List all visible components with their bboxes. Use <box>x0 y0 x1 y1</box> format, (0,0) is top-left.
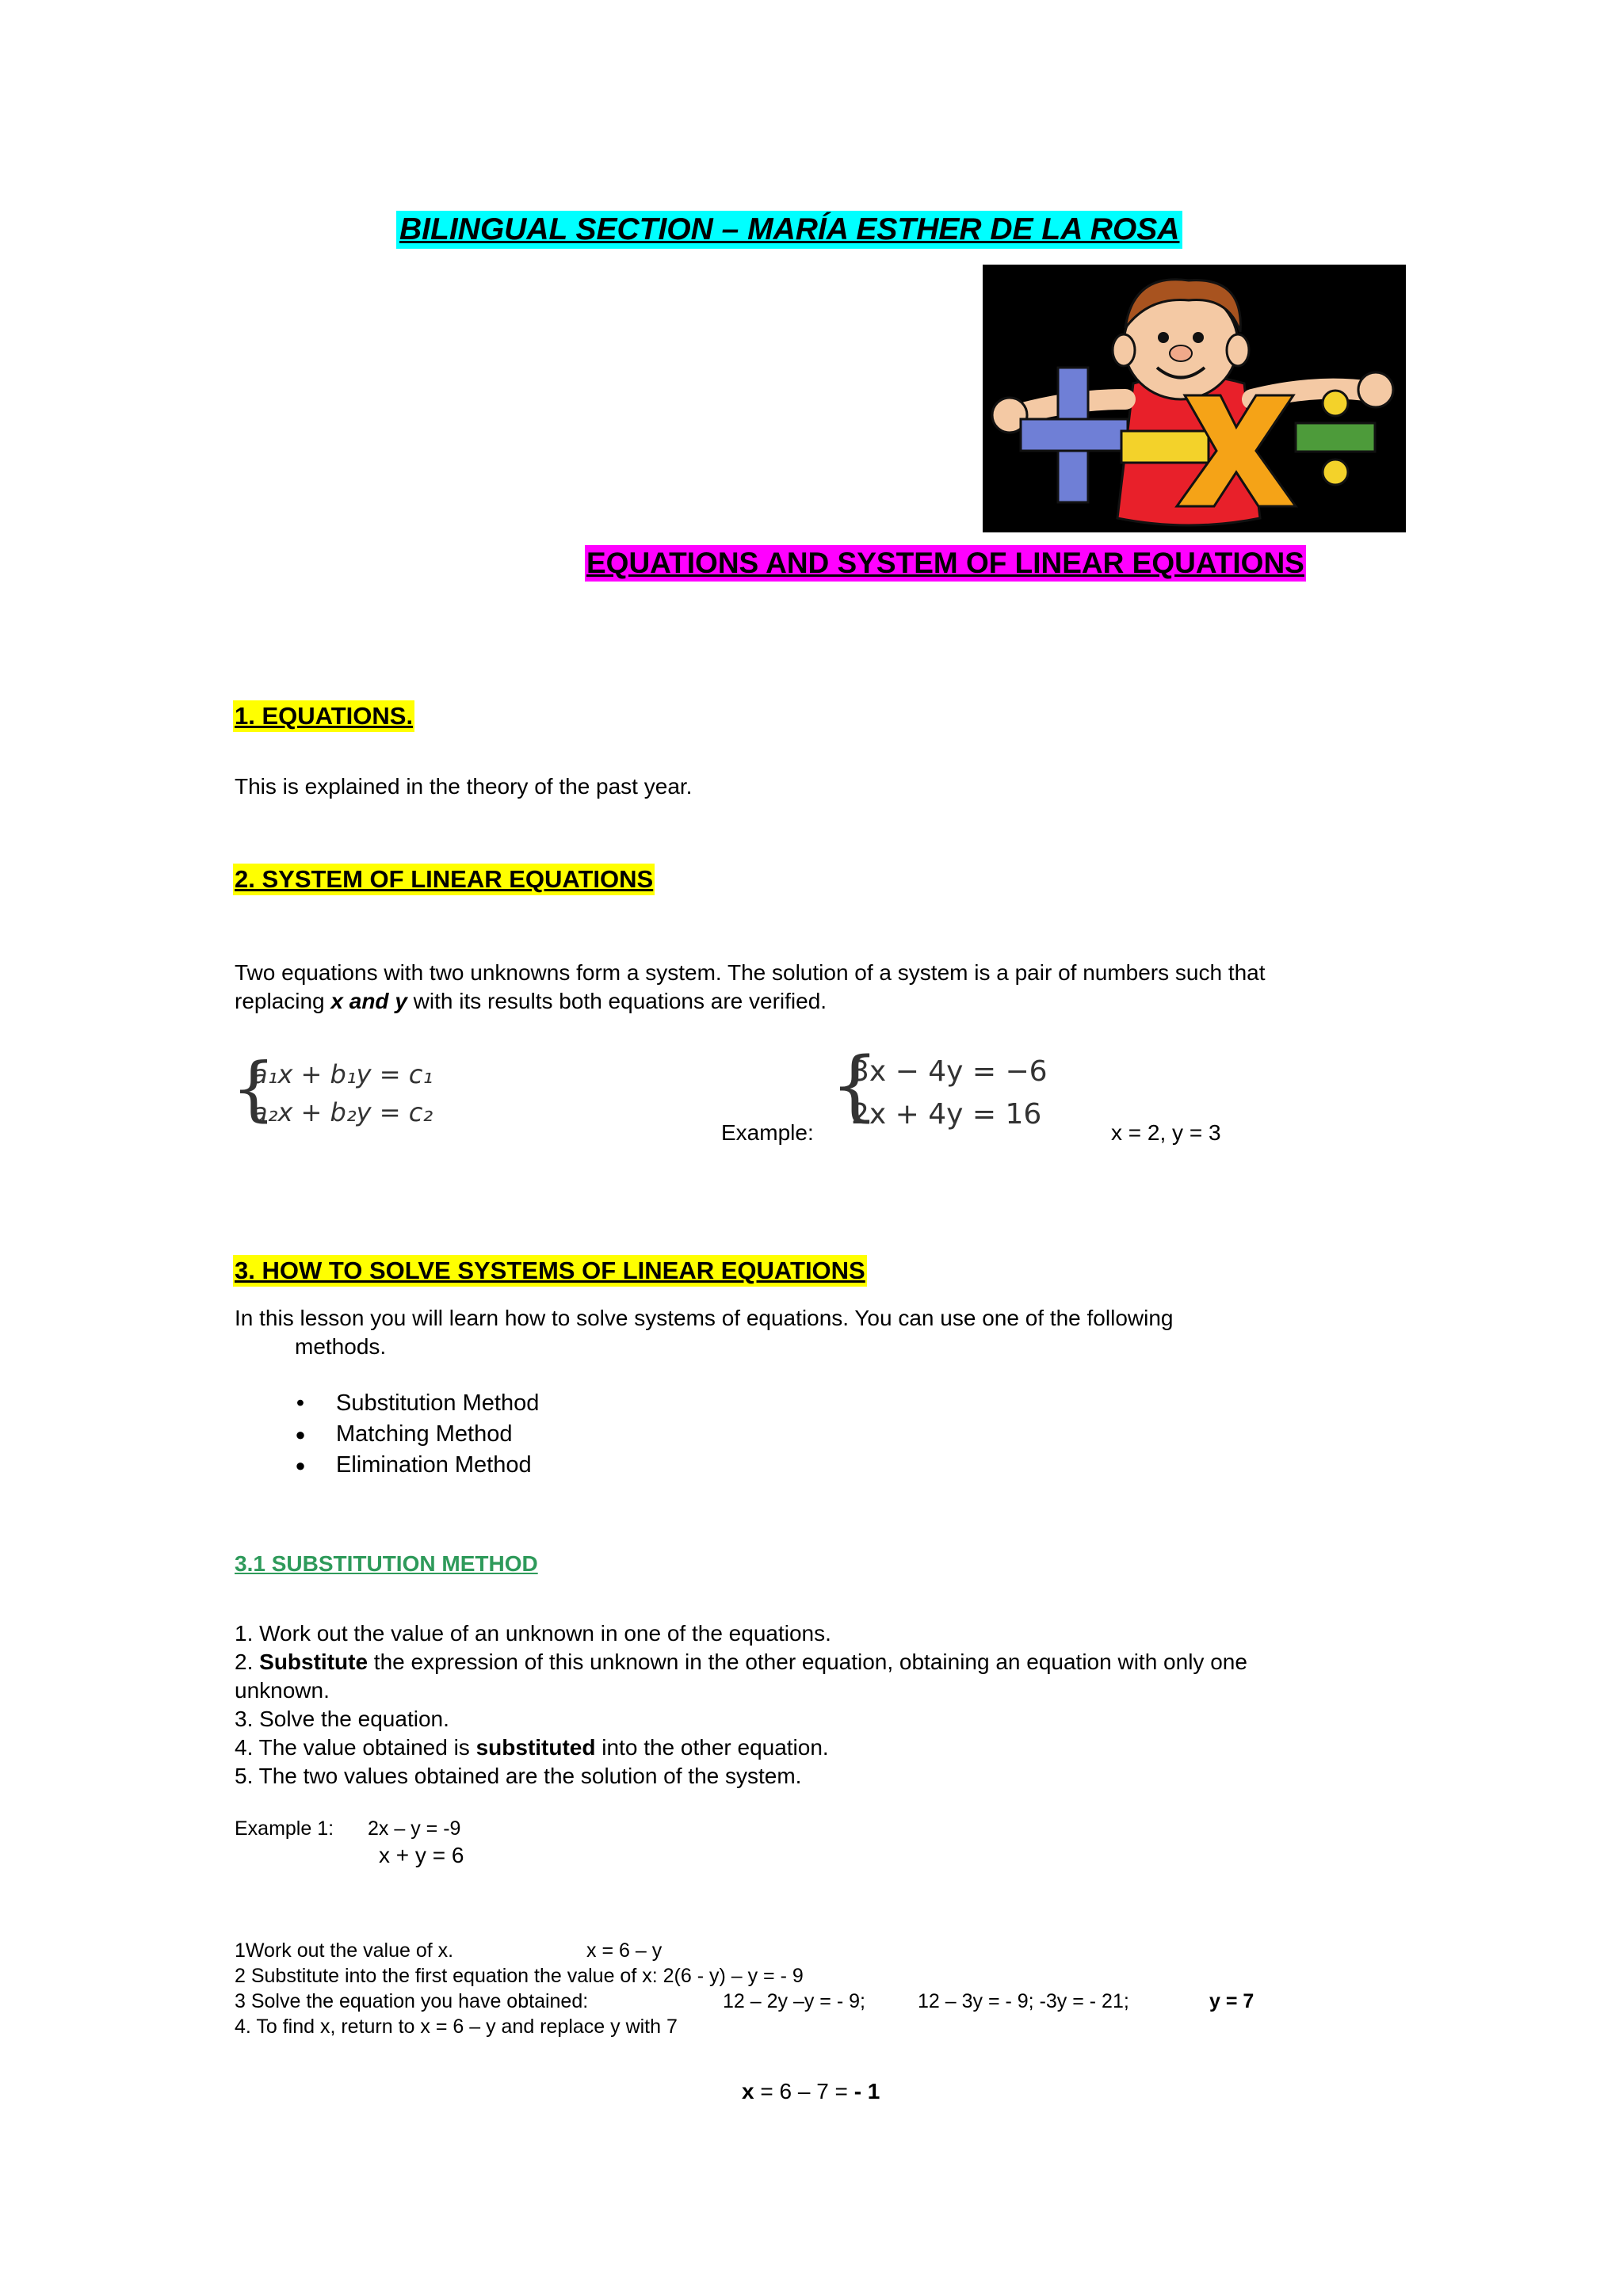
example1-eq2: x + y = 6 <box>379 1843 464 1867</box>
section3-intro-line1: In this lesson you will learn how to solve systems of equations. You can use one of the following <box>235 1306 1174 1330</box>
step-4-pre: 4. The value obtained is <box>235 1735 476 1760</box>
example-solution: x = 2, y = 3 <box>1111 1120 1221 1145</box>
section1-text: This is explained in the theory of the past year. <box>235 774 693 799</box>
list-item <box>288 1419 539 1450</box>
list-item <box>288 1450 539 1481</box>
section2-text-line2-pre: replacing <box>235 989 331 1013</box>
general-system-eq1: a₁x + b₁y = c₁ <box>252 1059 433 1089</box>
bullet-icon: ● <box>295 1455 306 1475</box>
final-x-value: - 1 <box>854 2079 880 2103</box>
substitution-steps <box>235 1619 1406 1791</box>
work-step-3-label: 3 Solve the equation you have obtained: <box>235 1990 589 2012</box>
final-x-mid: = 6 – 7 = <box>754 2079 854 2103</box>
page-subtitle: EQUATIONS AND SYSTEM OF LINEAR EQUATIONS <box>585 545 1306 582</box>
step-5: 5. The two values obtained are the solution of the system. <box>235 1764 802 1788</box>
page-title: BILINGUAL SECTION – MARÍA ESTHER DE LA ROSA <box>396 211 1182 249</box>
section2-text-line2-post: with its results both equations are verified. <box>407 989 827 1013</box>
method-label: Elimination Method <box>336 1452 532 1478</box>
methods-list <box>288 1388 539 1481</box>
work-step-4: 4. To find x, return to x = 6 – y and replace y with 7 <box>235 2016 678 2038</box>
section2-text-line1: Two equations with two unknowns form a system. The solution of a system is a pair of numbers such that <box>235 960 1266 985</box>
step-2-post: the expression of this unknown in the other equation, obtaining an equation with only one <box>368 1650 1247 1674</box>
section2-heading: 2. SYSTEM OF LINEAR EQUATIONS <box>233 864 655 895</box>
work-step-3-a: 12 – 2y –y = - 9; <box>723 1990 865 2012</box>
step-4-bold: substituted <box>475 1735 596 1760</box>
list-item <box>288 1388 539 1419</box>
section1-heading: 1. EQUATIONS. <box>233 700 414 732</box>
section3-intro-line2: methods. <box>295 1334 387 1359</box>
general-system-eq2: a₂x + b₂y = c₂ <box>252 1097 433 1127</box>
math-symbols-clipart <box>983 265 1406 532</box>
step-2-cont: unknown. <box>235 1678 330 1703</box>
example-system-eq1: 3x − 4y = −6 <box>851 1055 1048 1088</box>
bullet-icon: ● <box>295 1425 306 1444</box>
boy-with-math-signs-illustration <box>983 265 1406 532</box>
step-3: 3. Solve the equation. <box>235 1707 449 1731</box>
section2-text-line2-bold: x and y <box>330 989 407 1013</box>
final-x-var: x <box>742 2079 754 2103</box>
step-2 <box>235 1648 1406 1676</box>
work-step-3-b: 12 – 3y = - 9; -3y = - 21; <box>918 1990 1129 2012</box>
example-system-eq2: 2x + 4y = 16 <box>851 1098 1042 1131</box>
work-step-2: 2 Substitute into the first equation the value of x: 2(6 - y) – y = - 9 <box>235 1965 804 1987</box>
example-label: Example: <box>721 1120 814 1145</box>
final-x-result <box>742 2077 880 2106</box>
section31-heading: 3.1 SUBSTITUTION METHOD <box>235 1551 538 1576</box>
example-system-brace: { <box>831 1041 880 1130</box>
section2-text-line2 <box>235 987 827 1016</box>
general-system-brace: { <box>231 1047 276 1129</box>
step-4 <box>235 1733 1406 1762</box>
method-label: Matching Method <box>336 1421 513 1447</box>
work-step-3-result: y = 7 <box>1209 1990 1254 2012</box>
work-step-1-value: x = 6 – y <box>586 1939 663 1962</box>
example1-eq1: 2x – y = -9 <box>368 1817 461 1840</box>
step-2-pre: 2. <box>235 1650 260 1674</box>
work-step-1-label: 1Work out the value of x. <box>235 1939 454 1962</box>
example1-label: Example 1: <box>235 1817 334 1840</box>
method-label: Substitution Method <box>336 1390 540 1416</box>
section3-heading: 3. HOW TO SOLVE SYSTEMS OF LINEAR EQUATIONS <box>233 1255 867 1287</box>
step-2-bold: Substitute <box>259 1650 369 1674</box>
bullet-icon: • <box>296 1390 305 1416</box>
step-4-post: into the other equation. <box>595 1735 829 1760</box>
step-1: 1. Work out the value of an unknown in one of the equations. <box>235 1621 831 1646</box>
